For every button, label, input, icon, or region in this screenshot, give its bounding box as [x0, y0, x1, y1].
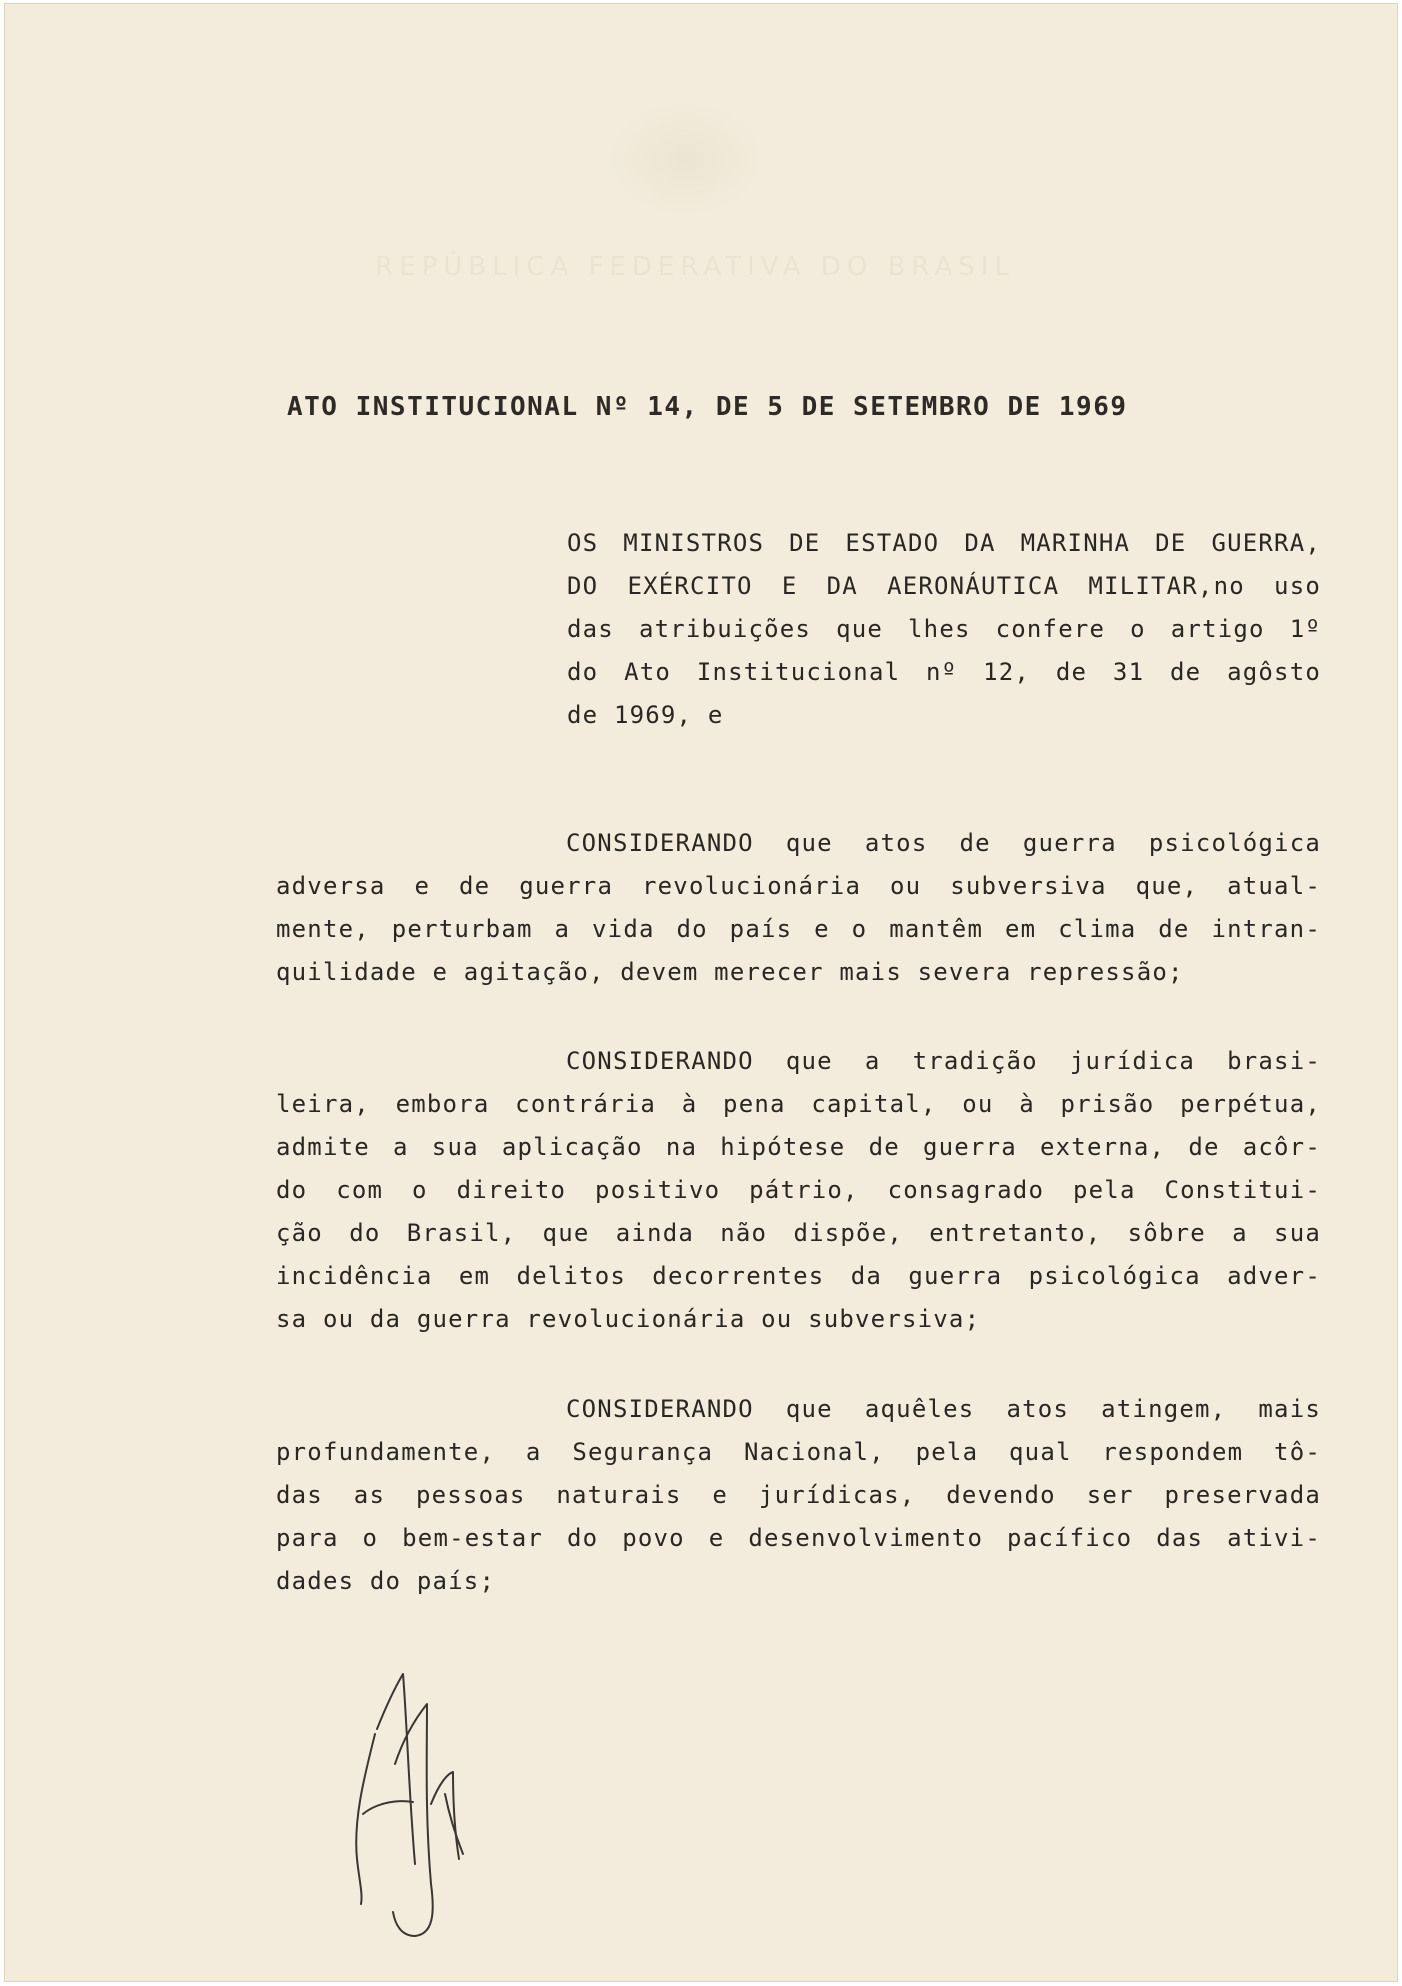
paragraph-line: mente, perturbam a vida do país e o mantêm em clima de intran-	[276, 915, 1321, 943]
paragraph-line: profundamente, a Segurança Nacional, pela qual respondem tô-	[276, 1438, 1321, 1466]
coat-of-arms-watermark	[605, 99, 765, 219]
paragraph-line: dades do país;	[276, 1567, 496, 1595]
paragraph-line: incidência em delitos decorrentes da guerra psicológica adver-	[276, 1262, 1321, 1290]
preamble-line: das atribuições que lhes confere o artigo 1º	[567, 615, 1321, 643]
handwritten-signature	[335, 1644, 515, 1944]
paragraph-line: para o bem-estar do povo e desenvolvimento pacífico das ativi-	[276, 1524, 1321, 1552]
paragraph-line: CONSIDERANDO que atos de guerra psicológica	[566, 829, 1321, 857]
document-title: ATO INSTITUCIONAL Nº 14, DE 5 DE SETEMBRO DE 1969	[287, 392, 1128, 422]
paragraph-line: admite a sua aplicação na hipótese de guerra externa, de acôr-	[276, 1133, 1321, 1161]
paragraph-line: CONSIDERANDO que a tradição jurídica brasi-	[566, 1047, 1321, 1075]
considerando-paragraph-1	[276, 822, 1321, 994]
document-page	[4, 3, 1398, 1982]
paragraph-line: CONSIDERANDO que aquêles atos atingem, mais	[566, 1395, 1321, 1423]
paragraph-line: adversa e de guerra revolucionária ou subversiva que, atual-	[276, 872, 1321, 900]
preamble-line: DO EXÉRCITO E DA AERONÁUTICA MILITAR,no uso	[567, 572, 1321, 600]
preamble-line: do Ato Institucional nº 12, de 31 de agôsto	[567, 658, 1321, 686]
considerando-paragraph-2	[276, 1040, 1321, 1341]
paragraph-line: sa ou da guerra revolucionária ou subversiva;	[276, 1305, 981, 1333]
paragraph-line: leira, embora contrária à pena capital, ou à prisão perpétua,	[276, 1090, 1321, 1118]
preamble-line: OS MINISTROS DE ESTADO DA MARINHA DE GUERRA,	[567, 529, 1321, 557]
preamble-paragraph	[567, 522, 1321, 737]
paragraph-line: ção do Brasil, que ainda não dispõe, entretanto, sôbre a sua	[276, 1219, 1321, 1247]
paragraph-line: das as pessoas naturais e jurídicas, devendo ser preservada	[276, 1481, 1321, 1509]
considerando-paragraph-3	[276, 1388, 1321, 1603]
letterhead-watermark: REPÚBLICA FEDERATIVA DO BRASIL	[375, 252, 1015, 282]
paragraph-line: do com o direito positivo pátrio, consagrado pela Constitui-	[276, 1176, 1321, 1204]
paragraph-line: quilidade e agitação, devem merecer mais severa repressão;	[276, 958, 1184, 986]
preamble-line: de 1969, e	[567, 701, 724, 729]
